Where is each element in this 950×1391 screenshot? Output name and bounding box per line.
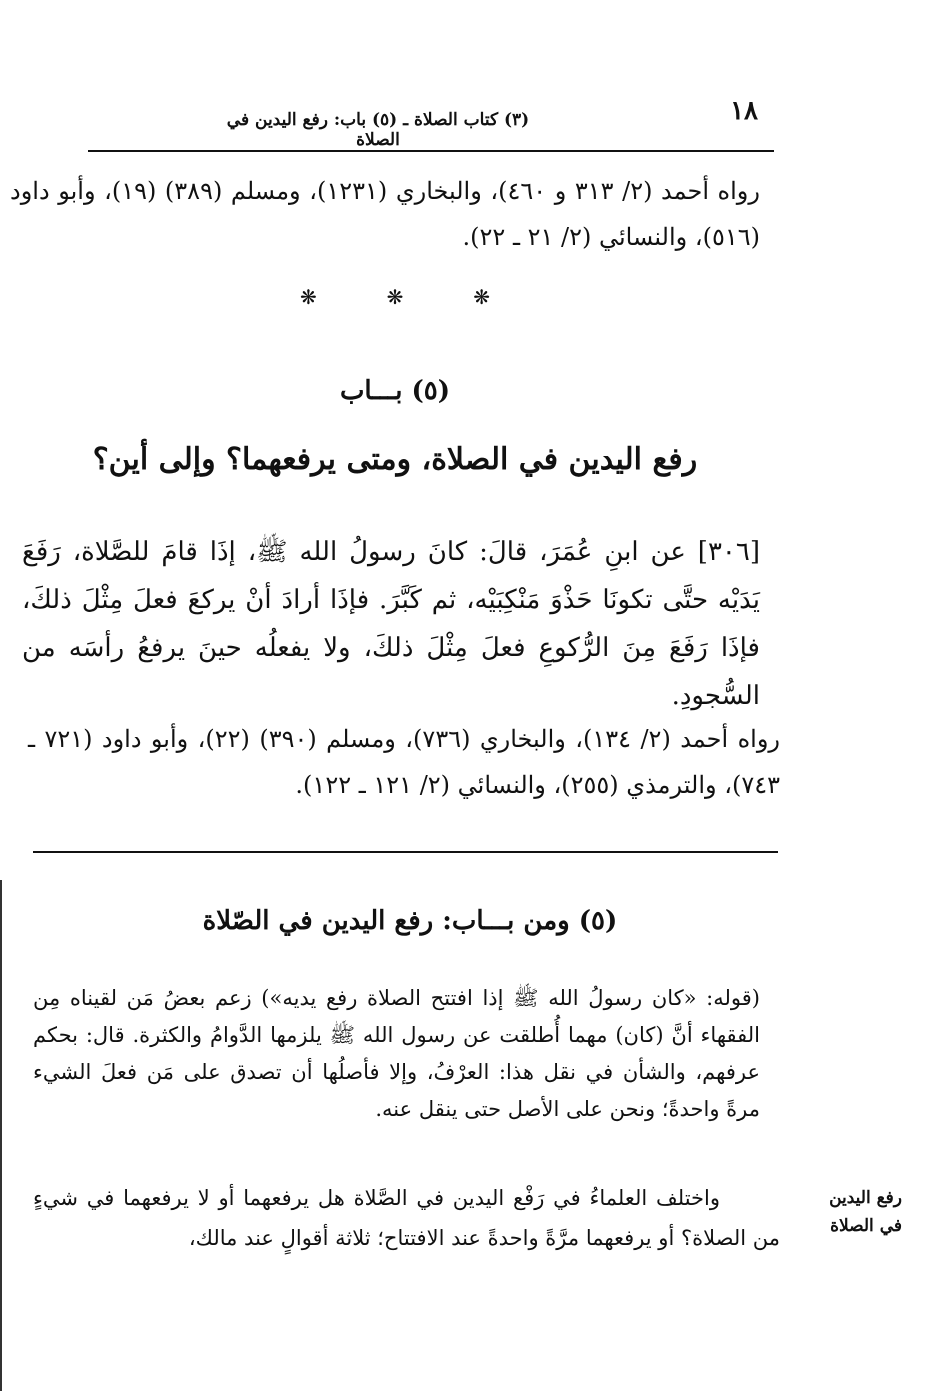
commentary-paragraph-1: (قوله: «كان رسولُ الله ﷺ إذا افتتح الصلاة رفع يديه») زعم بعضُ مَن لقيناه مِن الفقهاء أنَّ (كان) مهما أُطلقت عن رسول الله ﷺ يلزمها الدَّوامُ والكثرة. قال: بحكم عرفهم، والشأن في نقل هذا: العرْفُ، وإلا فأصلُها أن تصدق على مَن فعلَ الشيء مرةً واحدةً؛ ونحن على الأصل حتى ينقل عنه. xyxy=(33,986,760,1121)
commentary-divider xyxy=(33,851,778,853)
reference-paragraph-1: رواه أحمد (٢/ ٣١٣ و ٤٦٠)، والبخاري (١٢٣١)، ومسلم (٣٨٩) (١٩)، وأبو داود (٥١٦)، والنسائي (٢/ ٢١ ـ ٢٢). xyxy=(10,177,760,251)
commentary-title: (٥) ومن بـــاب: رفع اليدين في الصّلاة xyxy=(202,906,618,936)
page-edge-line xyxy=(0,880,2,1391)
running-title: (٣) كتاب الصلاة ـ (٥) باب: رفع اليدين في الصلاة xyxy=(226,110,530,150)
separator-star-icon: ❋ xyxy=(473,285,490,309)
commentary-paragraph-2: واختلف العلماءُ في رَفْع اليدين في الصَّلاة هل يرفعهما أو لا يرفعهما في شيءٍ من الصلاة؟ أو يرفعهما مرَّةً واحدةً عند الافتتاح؛ ثلاثة أقوالٍ عند مالك، xyxy=(33,1186,780,1250)
separator-star-icon: ❋ xyxy=(386,285,404,309)
page-number: ١٨ xyxy=(730,96,758,126)
section-separator xyxy=(300,285,490,309)
chapter-number: (٥) بـــاب xyxy=(339,376,451,406)
reference-paragraph-2: رواه أحمد (٢/ ١٣٤)، والبخاري (٧٣٦)، ومسلم (٣٩٠) (٢٢)، وأبو داود (٧٢١ ـ ٧٤٣)، والترمذي (٢٥٥)، والنسائي (٢/ ١٢١ ـ ١٢٢). xyxy=(28,725,781,799)
hadith-text: [٣٠٦] عن ابنِ عُمَرَ، قالَ: كانَ رسولُ الله ﷺ، إذَا قامَ للصَّلاة، رَفَعَ يَدَيْه حتَّى تكونَا حَذْوَ مَنْكِبَيْه، ثم كَبَّرَ. فإذَا أرادَ أنْ يركعَ فعلَ مِثْلَ ذلكَ، فإذَا رَفَعَ مِنَ الرُّكوعِ فعلَ مِثْلَ ذلكَ، ولا يفعلُه حينَ يرفعُ رأسَه من السُّجودِ. xyxy=(22,537,760,711)
separator-star-icon: ❋ xyxy=(300,285,317,309)
header-rule xyxy=(88,150,774,152)
chapter-title: رفع اليدين في الصلاة، ومتى يرفعهما؟ وإلى أين؟ xyxy=(92,442,698,477)
margin-note: رفع اليدين في الصلاة xyxy=(829,1188,902,1236)
